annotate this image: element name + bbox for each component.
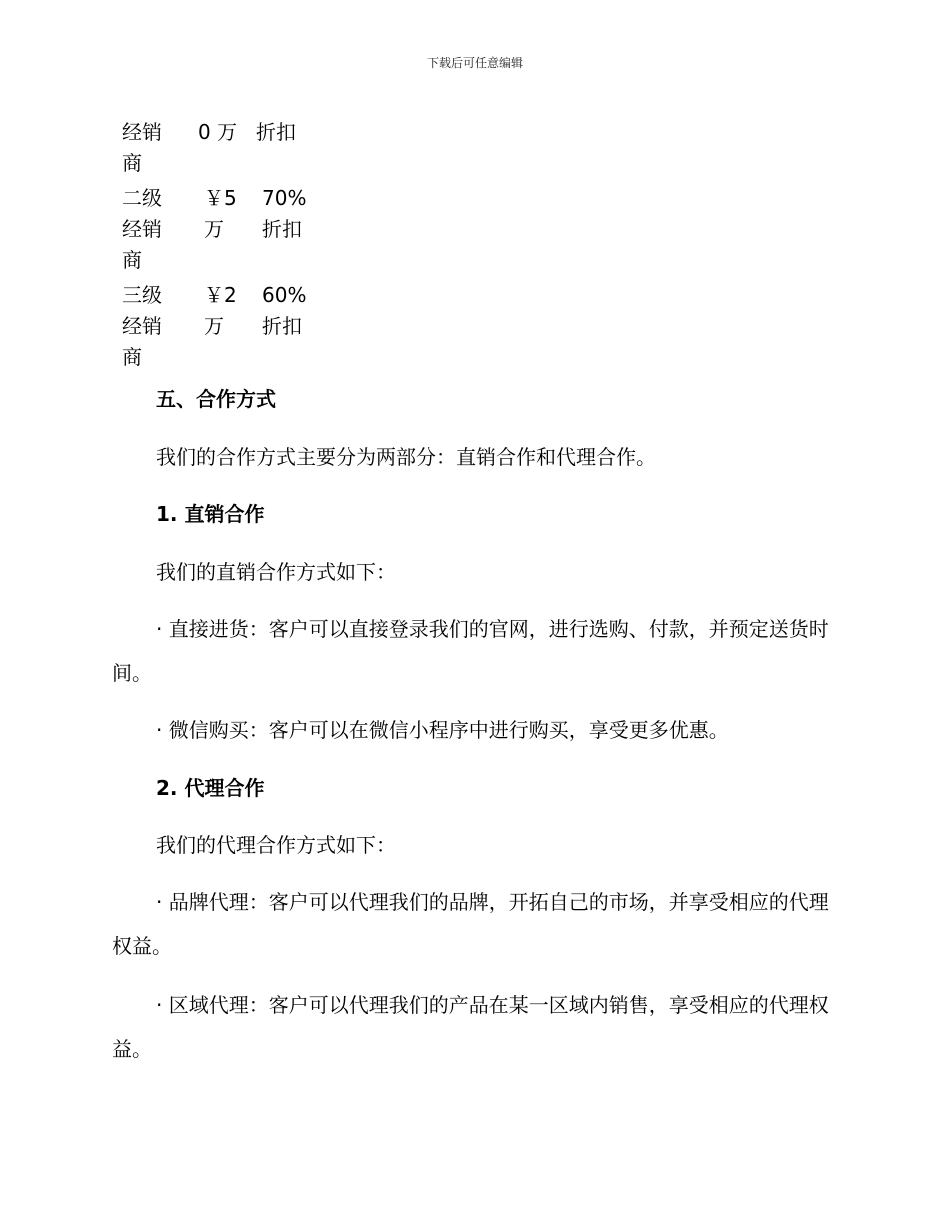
table-cell: [168, 280, 262, 373]
bullet-item: · 直接进货：客户可以直接登录我们的官网，进行选购、付款，并预定送货时间。: [112, 617, 829, 685]
cell-text: 70%: [262, 186, 307, 210]
cell-text: 商: [122, 345, 142, 369]
table-row: [122, 117, 322, 179]
bullet-item: · 区域代理：客户可以代理我们的产品在某一区域内销售，享受相应的代理权益。: [112, 993, 829, 1061]
cell-text: ￥2: [204, 283, 237, 307]
cell-text: 万: [204, 314, 224, 338]
table-cell: [168, 183, 262, 276]
subsection-heading: 1. 直销合作: [156, 502, 265, 526]
paragraph: 我们的代理合作方式如下：: [156, 833, 396, 857]
bullet-item: · 品牌代理：客户可以代理我们的品牌，开拓自己的市场，并享受相应的代理权益。: [112, 890, 829, 958]
cell-text: 商: [122, 248, 142, 272]
cell-text: 经销: [122, 217, 162, 241]
table-cell: [256, 117, 316, 179]
table-cell: [168, 117, 256, 179]
cell-text: 万: [204, 217, 224, 241]
cell-text: 三级: [122, 283, 162, 307]
cell-text: 60%: [262, 283, 307, 307]
section-heading: 五、合作方式: [156, 387, 276, 411]
dealer-table: [122, 117, 322, 373]
cell-text: 商: [122, 151, 142, 175]
cell-text: 经销: [122, 314, 162, 338]
cell-text: 折扣: [256, 120, 296, 144]
table-row: [122, 280, 322, 373]
table-cell: [262, 280, 322, 373]
cell-text: 折扣: [262, 217, 302, 241]
table-cell: [122, 117, 168, 179]
paragraph: 我们的直销合作方式如下：: [156, 560, 396, 584]
table-cell: [122, 183, 168, 276]
table-cell: [262, 183, 322, 276]
cell-text: ￥5: [204, 186, 237, 210]
cell-text: 二级: [122, 186, 162, 210]
table-row: [122, 183, 322, 276]
page-header: 下载后可任意编辑: [426, 56, 523, 70]
paragraph: 我们的合作方式主要分为两部分：直销合作和代理合作。: [156, 445, 656, 469]
subsection-heading: 2. 代理合作: [156, 776, 265, 800]
table-cell: [122, 280, 168, 373]
cell-text: 经销: [122, 120, 162, 144]
bullet-item: · 微信购买：客户可以在微信小程序中进行购买，享受更多优惠。: [156, 718, 729, 742]
cell-text: 折扣: [262, 314, 302, 338]
cell-text: 0 万: [198, 120, 238, 144]
